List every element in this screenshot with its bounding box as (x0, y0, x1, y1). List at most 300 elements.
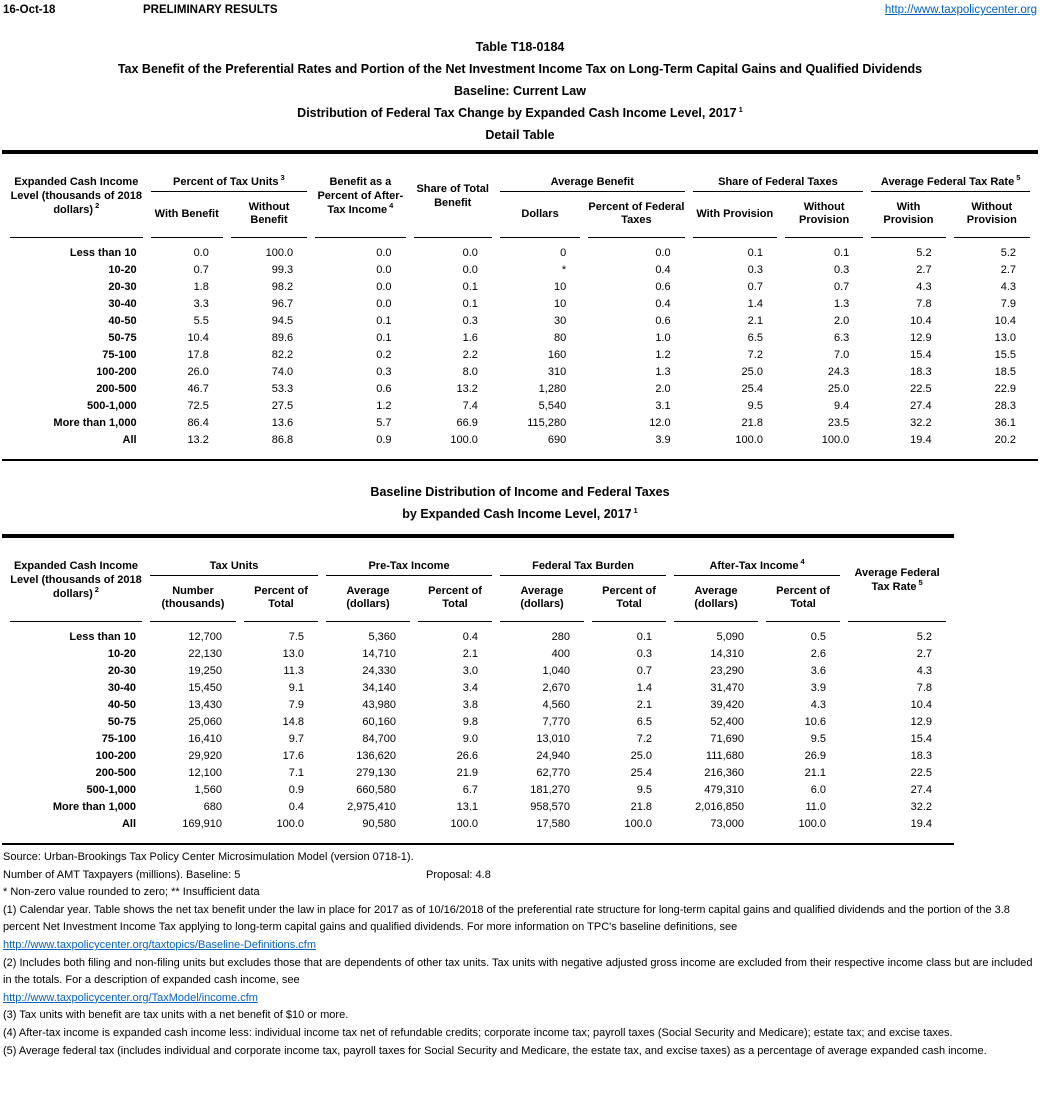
cell: 3.8 (462, 699, 479, 711)
cell: 2.1 (636, 699, 653, 711)
cell: 5.5 (193, 315, 209, 327)
footnote-ref-5: 5 (1016, 173, 1021, 183)
cell: 22.5 (910, 383, 932, 395)
cell: 26.6 (456, 750, 479, 762)
table-row (10, 238, 1030, 262)
cell: 15,450 (188, 682, 222, 694)
column-header-rate-with-provision: With Provision (871, 192, 945, 238)
footnote-ref-2: 2 (95, 200, 100, 210)
cell: 0.0 (376, 247, 392, 259)
cell: 6.7 (462, 784, 479, 796)
row-label: 500-1,000 (86, 784, 136, 796)
cell: 0.5 (810, 631, 827, 643)
table-row (10, 799, 946, 816)
cell: 1.3 (655, 366, 671, 378)
cell: 115,280 (527, 417, 567, 429)
cell: 22,130 (188, 648, 222, 660)
taxpolicycenter-link[interactable]: http://www.taxpolicycenter.org (884, 4, 1037, 16)
cell: 2,670 (542, 682, 571, 694)
cell: 12,100 (188, 767, 222, 779)
baseline-table-section (2, 534, 954, 845)
cell: 0.0 (376, 281, 392, 293)
cell: 100.0 (450, 434, 478, 446)
row-label: Less than 10 (69, 631, 136, 643)
table-row (10, 680, 946, 697)
cell: 0.9 (288, 784, 305, 796)
table-row (10, 731, 946, 748)
row-label: 100-200 (96, 366, 137, 378)
cell: 6.0 (810, 784, 827, 796)
cell: 0.0 (462, 247, 478, 259)
cell: 4.3 (1000, 281, 1016, 293)
cell: 25.4 (630, 767, 653, 779)
cell: * (561, 264, 567, 276)
cell: 100.0 (265, 247, 294, 259)
cell: 0.0 (462, 264, 478, 276)
cell: 13.2 (456, 383, 478, 395)
column-header-percent-of-total: Percent of Total (418, 576, 492, 622)
column-header-average-dollars: Average (dollars) (500, 576, 584, 622)
row-label: 500-1,000 (87, 400, 137, 412)
table-row (10, 398, 1030, 415)
cell: 14,710 (362, 648, 397, 660)
cell: 4.3 (810, 699, 827, 711)
table-bottom-rule (2, 843, 954, 845)
footnote-ref-4: 4 (389, 200, 394, 210)
cell: 43,980 (362, 699, 397, 711)
column-header-percent-of-total: Percent of Total (244, 576, 318, 622)
cell: 9.5 (636, 784, 653, 796)
cell: 62,770 (536, 767, 571, 779)
row-label: 30-40 (107, 682, 136, 694)
table-row (10, 415, 1030, 432)
table-number-title: Table T18-0184 (475, 40, 565, 54)
cell: 680 (203, 801, 222, 813)
row-label: All (121, 818, 136, 830)
column-header-share-of-total-benefit: Share of Total Benefit (414, 154, 492, 238)
column-group-tax-units: Tax Units (150, 538, 318, 576)
row-label: 40-50 (108, 315, 137, 327)
baseline-definitions-link[interactable]: http://www.taxpolicycenter.org/taxtopics/Baseline-Definitions.cfm (3, 938, 317, 951)
column-header-without-benefit: Without Benefit (231, 192, 307, 238)
cell: 2,016,850 (695, 801, 745, 813)
cell: 6.3 (833, 332, 850, 344)
preliminary-results-label: PRELIMINARY RESULTS (143, 4, 278, 16)
cell: 21.8 (741, 417, 763, 429)
cell: 10.4 (910, 699, 933, 711)
cell: 34,140 (362, 682, 397, 694)
column-header-share-without-provision: Without Provision (785, 192, 863, 238)
baseline-table-title: Baseline Distribution of Income and Federal Taxes (370, 485, 670, 499)
detail-table-title: Detail Table (485, 128, 555, 142)
cell: 30 (553, 315, 567, 327)
cell: 2.2 (462, 349, 478, 361)
cell: 31,470 (710, 682, 745, 694)
column-header-average-federal-tax-rate: Average Federal Tax Rate $^5$ (848, 538, 946, 622)
cell: 6.5 (747, 332, 763, 344)
table-row (10, 697, 946, 714)
cell: 25.0 (741, 366, 763, 378)
amt-baseline-value: Number of AMT Taxpayers (millions). Baseline: 5 (3, 868, 241, 881)
column-header-income-level: Expanded Cash Income Level (thousands of 2018 dollars) $^2$ (10, 154, 143, 238)
cell: 14.8 (282, 716, 305, 728)
cell: 25.4 (741, 383, 763, 395)
distribution-title: Distribution of Federal Tax Change by Expanded Cash Income Level, 2017 $^1$ (297, 104, 743, 120)
cell: 7.4 (462, 400, 478, 412)
table-row (10, 381, 1030, 398)
column-group-average-benefit: Average Benefit (500, 154, 685, 192)
detail-table-body (10, 238, 1030, 449)
cell: 27.4 (910, 400, 932, 412)
cell: 100.0 (821, 434, 850, 446)
cell: 27.5 (271, 400, 294, 412)
cell: 2.1 (462, 648, 479, 660)
table-row (10, 765, 946, 782)
cell: 23,290 (710, 665, 745, 677)
baseline-table (2, 538, 954, 833)
symbols-legend-note: * Non-zero value rounded to zero; ** Insufficient data (3, 886, 260, 899)
cell: 10.6 (804, 716, 827, 728)
cell: 46.7 (187, 383, 209, 395)
cell: 3.6 (810, 665, 827, 677)
cell: 9.5 (810, 733, 827, 745)
cell: 19,250 (188, 665, 222, 677)
cell: 0.7 (833, 281, 850, 293)
cell: 71,690 (710, 733, 745, 745)
cell: 11.0 (805, 801, 827, 813)
column-header-rate-without-provision: Without Provision (954, 192, 1030, 238)
cell: 18.3 (910, 750, 933, 762)
cell: 5.7 (376, 417, 392, 429)
row-label: All (122, 434, 137, 446)
cell: 7.2 (636, 733, 653, 745)
baseline-title: Baseline: Current Law (454, 84, 586, 98)
cell: 28.3 (994, 400, 1016, 412)
cell: 169,910 (182, 818, 222, 830)
cell: 0.6 (376, 383, 392, 395)
cell: 9.4 (833, 400, 850, 412)
column-header-percent-of-total: Percent of Total (766, 576, 840, 622)
cell: 14,310 (710, 648, 745, 660)
column-header-with-benefit: With Benefit (151, 192, 223, 238)
amt-taxpayers-note (3, 867, 1037, 885)
cell: 216,360 (704, 767, 745, 779)
cell: 100.0 (276, 818, 305, 830)
cell: 73,000 (710, 818, 745, 830)
expanded-cash-income-link[interactable]: http://www.taxpolicycenter.org/TaxModel/income.cfm (3, 991, 258, 1004)
cell: 958,570 (530, 801, 571, 813)
table-row (10, 296, 1030, 313)
report-date: 16-Oct-18 (3, 4, 56, 16)
cell: 7.8 (916, 682, 933, 694)
cell: 32.2 (910, 801, 933, 813)
cell: 21.1 (804, 767, 827, 779)
cell: 2.0 (833, 315, 850, 327)
cell: 100.0 (735, 434, 763, 446)
cell: 660,580 (356, 784, 397, 796)
column-header-dollars: Dollars (500, 192, 580, 238)
source-note: Source: Urban-Brookings Tax Policy Center Microsimulation Model (version 0718-1). (3, 851, 414, 863)
cell: 1,040 (542, 665, 571, 677)
cell: 98.2 (271, 281, 294, 293)
cell: 86.4 (187, 417, 209, 429)
cell: 5,090 (716, 631, 745, 643)
cell: 0.4 (655, 264, 671, 276)
row-label: 200-500 (96, 383, 137, 395)
cell: 24.3 (827, 366, 850, 378)
cell: 0.1 (376, 315, 392, 327)
cell: 12.9 (910, 332, 932, 344)
cell: 13.1 (456, 801, 479, 813)
cell: 19.4 (910, 818, 933, 830)
cell: 36.1 (994, 417, 1016, 429)
cell: 1.4 (747, 298, 763, 310)
cell: 9.1 (288, 682, 305, 694)
cell: 7.9 (1000, 298, 1016, 310)
row-label: 10-20 (108, 264, 137, 276)
cell: 17.6 (282, 750, 305, 762)
column-header-average-dollars: Average (dollars) (674, 576, 758, 622)
column-header-percent-of-federal-taxes: Percent of Federal Taxes (588, 192, 684, 238)
column-header-number-thousands: Number (thousands) (150, 576, 236, 622)
cell: 1.8 (193, 281, 209, 293)
cell: 7.0 (833, 349, 850, 361)
cell: 84,700 (362, 733, 397, 745)
cell: 53.3 (271, 383, 294, 395)
cell: 0.4 (462, 631, 479, 643)
table-row (10, 646, 946, 663)
cell: 9.8 (462, 716, 479, 728)
cell: 2.7 (1000, 264, 1016, 276)
cell: 26.9 (804, 750, 827, 762)
cell: 52,400 (710, 716, 745, 728)
cell: 100.0 (450, 818, 479, 830)
column-group-federal-tax-burden: Federal Tax Burden (500, 538, 666, 576)
cell: 74.0 (271, 366, 294, 378)
cell: 39,420 (710, 699, 745, 711)
table-row (10, 748, 946, 765)
cell: 111,680 (705, 750, 745, 762)
cell: 23.5 (827, 417, 850, 429)
footnote-ref-1: 1 (738, 104, 743, 114)
row-label: 75-100 (101, 733, 136, 745)
column-header-share-with-provision: With Provision (693, 192, 777, 238)
cell: 2.7 (916, 648, 933, 660)
cell: 4.3 (916, 665, 933, 677)
cell: 0.0 (376, 298, 392, 310)
cell: 19.4 (910, 434, 932, 446)
cell: 100.0 (798, 818, 827, 830)
cell: 29,920 (188, 750, 222, 762)
cell: 1.2 (376, 400, 392, 412)
cell: 136,620 (356, 750, 397, 762)
cell: 22.5 (910, 767, 933, 779)
footnote-ref-1: 1 (633, 505, 638, 515)
cell: 13.2 (187, 434, 209, 446)
cell: 1,560 (194, 784, 222, 796)
title-block (0, 36, 1040, 146)
footnote-1: (1) Calendar year. Table shows the net tax benefit under the law in place for 2017 as of 10/16/2018 of the preferential rate structure for long-term capital gains and qualified dividends and the portion of the 3.8 percent Net Investment Income Tax applying to long-term capital gains and qualified dividends. For more information on TPC's baseline definitions, see (3, 903, 1010, 934)
cell: 17,580 (536, 818, 571, 830)
amt-proposal-value: Proposal: 4.8 (426, 868, 491, 881)
cell: 10.4 (910, 315, 932, 327)
cell: 10.4 (994, 315, 1016, 327)
cell: 60,160 (362, 716, 397, 728)
cell: 5.2 (916, 247, 932, 259)
table-row (10, 782, 946, 799)
table-row (10, 364, 1030, 381)
cell: 24,330 (362, 665, 397, 677)
cell: 1.0 (655, 332, 671, 344)
cell: 5.2 (1000, 247, 1016, 259)
baseline-table-title-block (0, 481, 1040, 525)
cell: 9.7 (288, 733, 305, 745)
cell: 9.0 (462, 733, 479, 745)
cell: 18.5 (994, 366, 1016, 378)
cell: 2.7 (916, 264, 932, 276)
footnote-ref-5: 5 (918, 577, 923, 587)
cell: 72.5 (187, 400, 209, 412)
cell: 5,540 (538, 400, 567, 412)
column-header-percent-of-total: Percent of Total (592, 576, 666, 622)
cell: 0.3 (833, 264, 850, 276)
column-header-benefit-pct-after-tax-income: Benefit as a Percent of After-Tax Income $^4$ (315, 154, 405, 238)
cell: 2.0 (655, 383, 671, 395)
detail-table (2, 154, 1038, 449)
row-label: 40-50 (107, 699, 136, 711)
cell: 1.6 (462, 332, 478, 344)
cell: 13.0 (994, 332, 1016, 344)
cell: 32.2 (910, 417, 932, 429)
page-header (3, 4, 1037, 16)
table-bottom-rule (2, 459, 1038, 461)
cell: 0.7 (193, 264, 209, 276)
cell: 3.4 (462, 682, 479, 694)
cell: 0.0 (193, 247, 209, 259)
cell: 1.2 (655, 349, 671, 361)
cell: 10 (553, 298, 567, 310)
footnote-3: (3) Tax units with benefit are tax units with a net benefit of $10 or more. (3, 1009, 349, 1022)
cell: 89.6 (271, 332, 294, 344)
column-header-average-dollars: Average (dollars) (326, 576, 410, 622)
cell: 400 (551, 648, 571, 660)
cell: 21.9 (456, 767, 479, 779)
cell: 0.1 (376, 332, 392, 344)
column-group-after-tax-income: After-Tax Income $^4$ (674, 538, 840, 576)
cell: 25.0 (630, 750, 653, 762)
cell: 0.4 (288, 801, 305, 813)
table-row (10, 313, 1030, 330)
cell: 0.1 (462, 298, 478, 310)
footnote-4: (4) After-tax income is expanded cash income less: individual income tax net of refundable credits; corporate income tax; payroll taxes (Social Security and Medicare); estate tax; and excise taxes. (3, 1026, 953, 1039)
cell: 82.2 (271, 349, 294, 361)
cell: 0.1 (462, 281, 478, 293)
cell: 0.3 (462, 315, 478, 327)
table-row (10, 262, 1030, 279)
row-label: 50-75 (108, 332, 137, 344)
row-label: 10-20 (107, 648, 136, 660)
row-label: 30-40 (108, 298, 137, 310)
table-row (10, 279, 1030, 296)
cell: 12.0 (649, 417, 671, 429)
cell: 27.4 (910, 784, 933, 796)
cell: 7.9 (288, 699, 305, 711)
cell: 690 (547, 434, 567, 446)
column-header-income-level: Expanded Cash Income Level (thousands of 2018 dollars) $^2$ (10, 538, 142, 622)
cell: 90,580 (362, 818, 397, 830)
cell: 99.3 (271, 264, 294, 276)
cell: 10 (553, 281, 567, 293)
cell: 7,770 (542, 716, 571, 728)
cell: 0.0 (376, 264, 392, 276)
cell: 7.8 (916, 298, 932, 310)
cell: 3.0 (462, 665, 479, 677)
footnote-ref-3: 3 (280, 173, 285, 183)
row-label: More than 1,000 (53, 417, 137, 429)
cell: 0.7 (636, 665, 653, 677)
baseline-table-subtitle: by Expanded Cash Income Level, 2017 $^1$ (402, 505, 638, 521)
table-row (10, 347, 1030, 364)
cell: 0.6 (655, 315, 671, 327)
cell: 0.1 (747, 247, 763, 259)
table-row (10, 816, 946, 833)
cell: 9.5 (747, 400, 763, 412)
cell: 1.3 (833, 298, 850, 310)
cell: 94.5 (271, 315, 294, 327)
column-group-share-of-federal-taxes: Share of Federal Taxes (693, 154, 864, 192)
cell: 2.1 (747, 315, 763, 327)
table-row (10, 330, 1030, 347)
cell: 1,280 (538, 383, 567, 395)
cell: 181,270 (530, 784, 571, 796)
footnote-ref-2: 2 (94, 584, 99, 594)
table-row (10, 622, 946, 646)
cell: 0.3 (636, 648, 653, 660)
cell: 13,430 (188, 699, 222, 711)
cell: 15.5 (994, 349, 1016, 361)
cell: 2,975,410 (347, 801, 397, 813)
row-label: 20-30 (107, 665, 136, 677)
footnotes (3, 849, 1037, 1060)
column-group-percent-of-tax-units: Percent of Tax Units $^3$ (151, 154, 308, 192)
cell: 13.6 (271, 417, 294, 429)
detail-table-section (2, 150, 1038, 461)
cell: 0.7 (747, 281, 763, 293)
cell: 15.4 (910, 733, 933, 745)
cell: 4,560 (542, 699, 571, 711)
cell: 13.0 (282, 648, 305, 660)
footnote-5: (5) Average federal tax (includes individual and corporate income tax, payroll taxes for Social Security and Medicare, the estate tax, and excise taxes) as a percentage of average expanded cash income. (3, 1044, 987, 1057)
cell: 21.8 (630, 801, 653, 813)
cell: 12,700 (188, 631, 222, 643)
cell: 80 (553, 332, 567, 344)
table-row (10, 432, 1030, 449)
cell: 15.4 (910, 349, 932, 361)
cell: 0.9 (376, 434, 392, 446)
cell: 0.3 (747, 264, 763, 276)
row-label: 100-200 (95, 750, 136, 762)
cell: 5.2 (916, 631, 933, 643)
cell: 16,410 (188, 733, 222, 745)
cell: 3.9 (810, 682, 827, 694)
footnote-ref-4: 4 (800, 557, 805, 567)
cell: 6.5 (636, 716, 653, 728)
row-label: Less than 10 (69, 247, 137, 259)
cell: 310 (547, 366, 567, 378)
cell: 17.8 (187, 349, 209, 361)
cell: 4.3 (916, 281, 932, 293)
cell: 280 (551, 631, 571, 643)
